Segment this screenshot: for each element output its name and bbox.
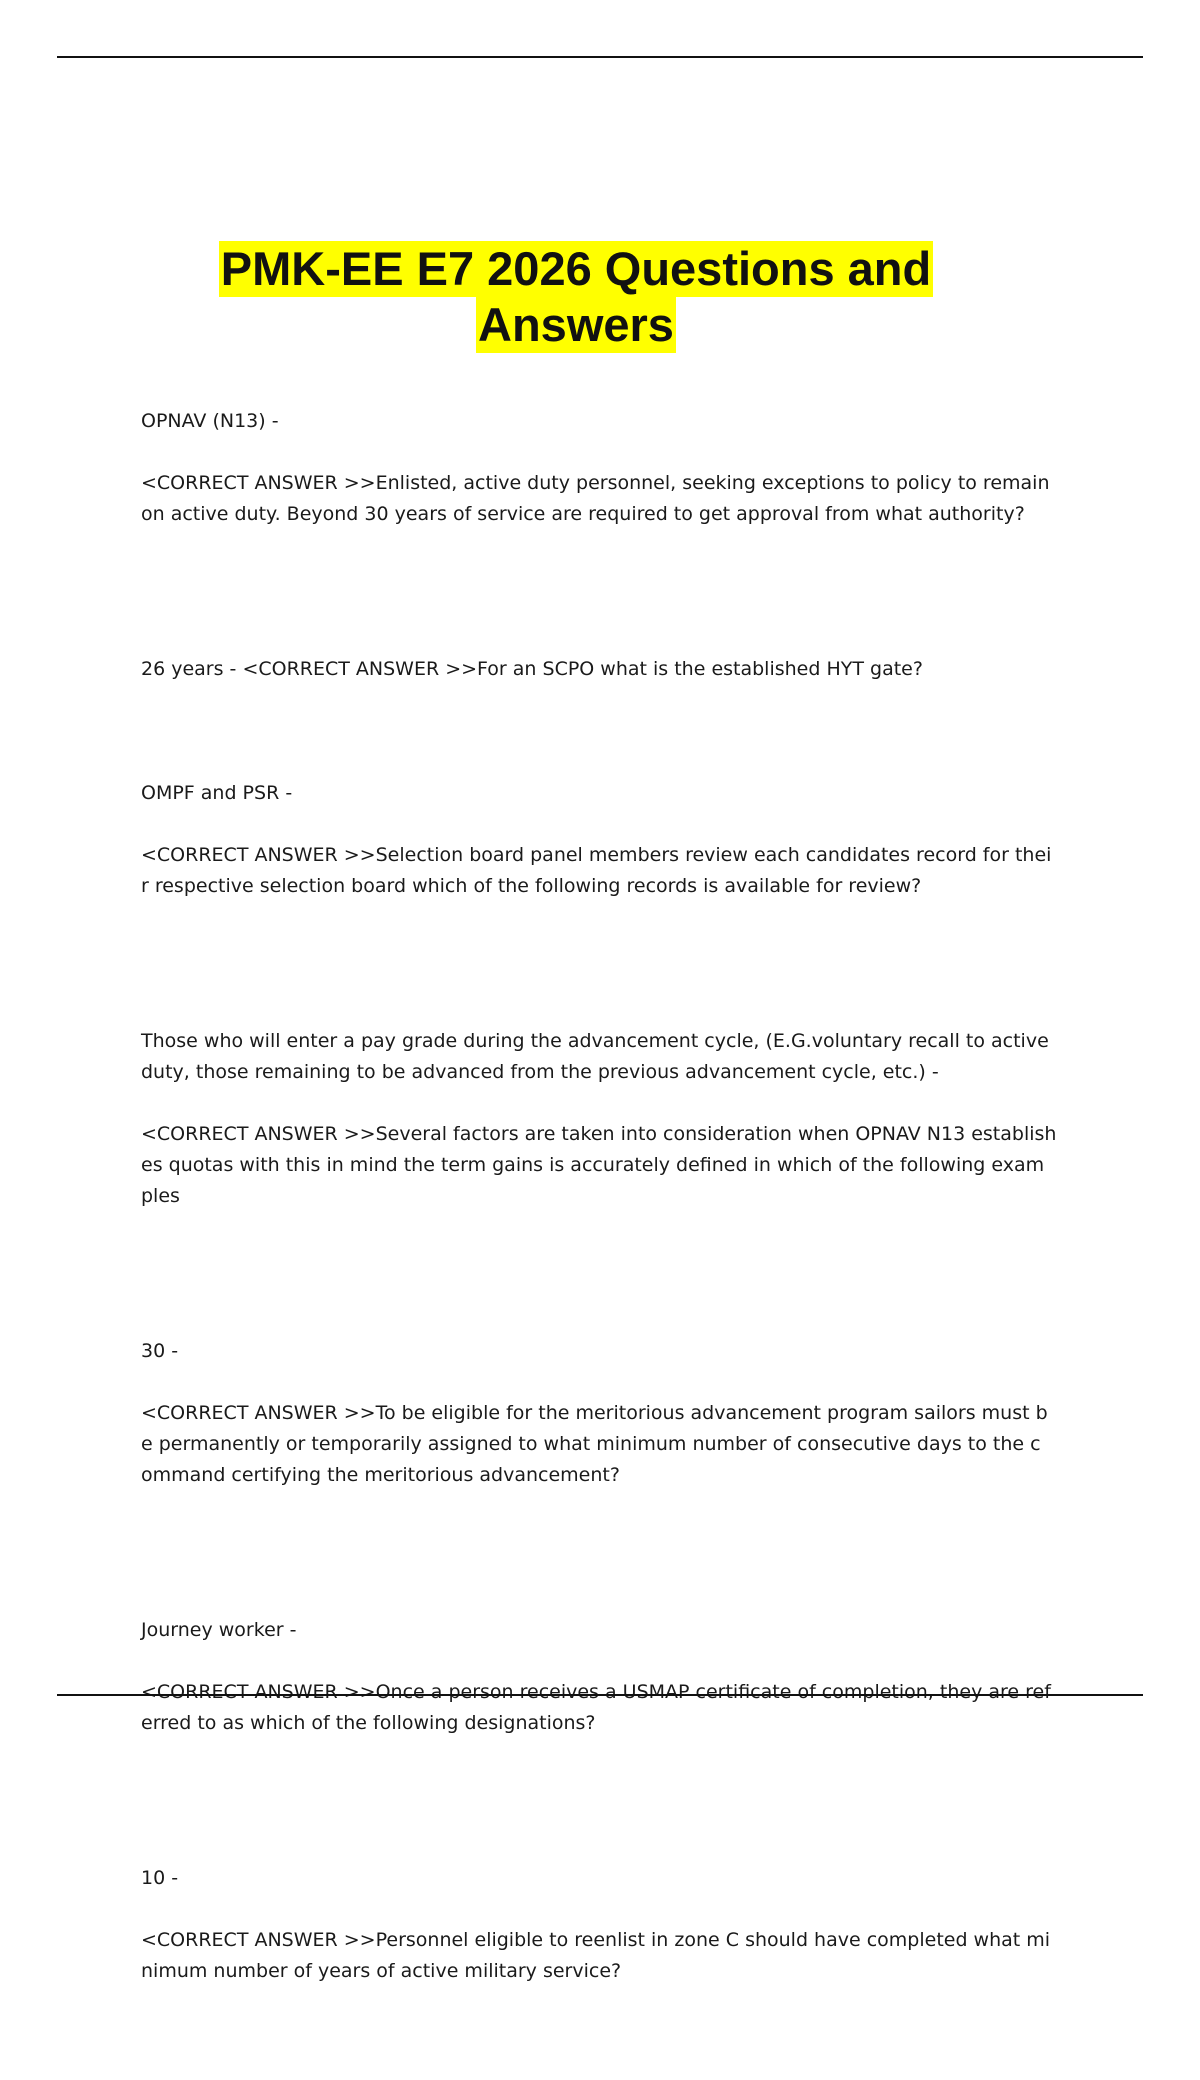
qa-item (141, 1832, 1061, 2018)
qa-question: <CORRECT ANSWER >>Personnel eligible to reenlist in zone C should have completed what mi nimum number of years of active military service? (141, 1929, 1051, 1982)
qa-question: <CORRECT ANSWER >>Several factors are taken into consideration when OPNAV N13 establish es quotas with this in mind the term gains is accurately defined in which of the following exam ples (141, 1123, 1057, 1207)
title-line-2: Answers (478, 298, 674, 352)
qa-question: <CORRECT ANSWER >>For an SCPO what is the established HYT gate? (242, 658, 923, 680)
qa-item (141, 375, 1061, 561)
qa-question: <CORRECT ANSWER >>Enlisted, active duty personnel, seeking exceptions to policy to remain on active duty. Beyond 30 years of service are required to get approval from what authority? (141, 472, 1050, 525)
qa-answer: 10 - (141, 1867, 179, 1889)
qa-answer: OPNAV (N13) - (141, 410, 279, 432)
footer-rule (57, 1694, 1143, 1696)
qa-item (141, 747, 1061, 933)
qa-answer: OMPF and PSR - (141, 782, 293, 804)
qa-answer: Journey worker - (141, 1619, 297, 1641)
qa-question: <CORRECT ANSWER >>Once a person receives a USMAP certificate of completion, they are ref erred to as which of the following designations? (141, 1681, 1051, 1734)
qa-answer: Those who will enter a pay grade during the advancement cycle, (E.G.voluntary recall to active duty, those remaining to be advanced from the previous advancement cycle, etc.) - (141, 1030, 1049, 1083)
qa-list (141, 375, 1061, 2080)
title-line-1: PMK-EE E7 2026 Questions and (220, 242, 932, 296)
header-rule (57, 56, 1143, 58)
qa-answer: 26 years - (141, 658, 243, 680)
qa-question: <CORRECT ANSWER >>Selection board panel members review each candidates record for thei r respective selection board which of the following records is available for review? (141, 844, 1052, 897)
qa-item (141, 1305, 1061, 1522)
qa-item (141, 995, 1061, 1243)
qa-question: <CORRECT ANSWER >>To be eligible for the meritorious advancement program sailors must b e permanently or temporarily assigned to what minimum number of consecutive days to the c ommand certifying the meritorious advancement? (141, 1402, 1048, 1486)
qa-answer: 30 - (141, 1340, 179, 1362)
qa-item (141, 623, 1061, 685)
qa-item (141, 1584, 1061, 1770)
document-title (0, 241, 1152, 353)
